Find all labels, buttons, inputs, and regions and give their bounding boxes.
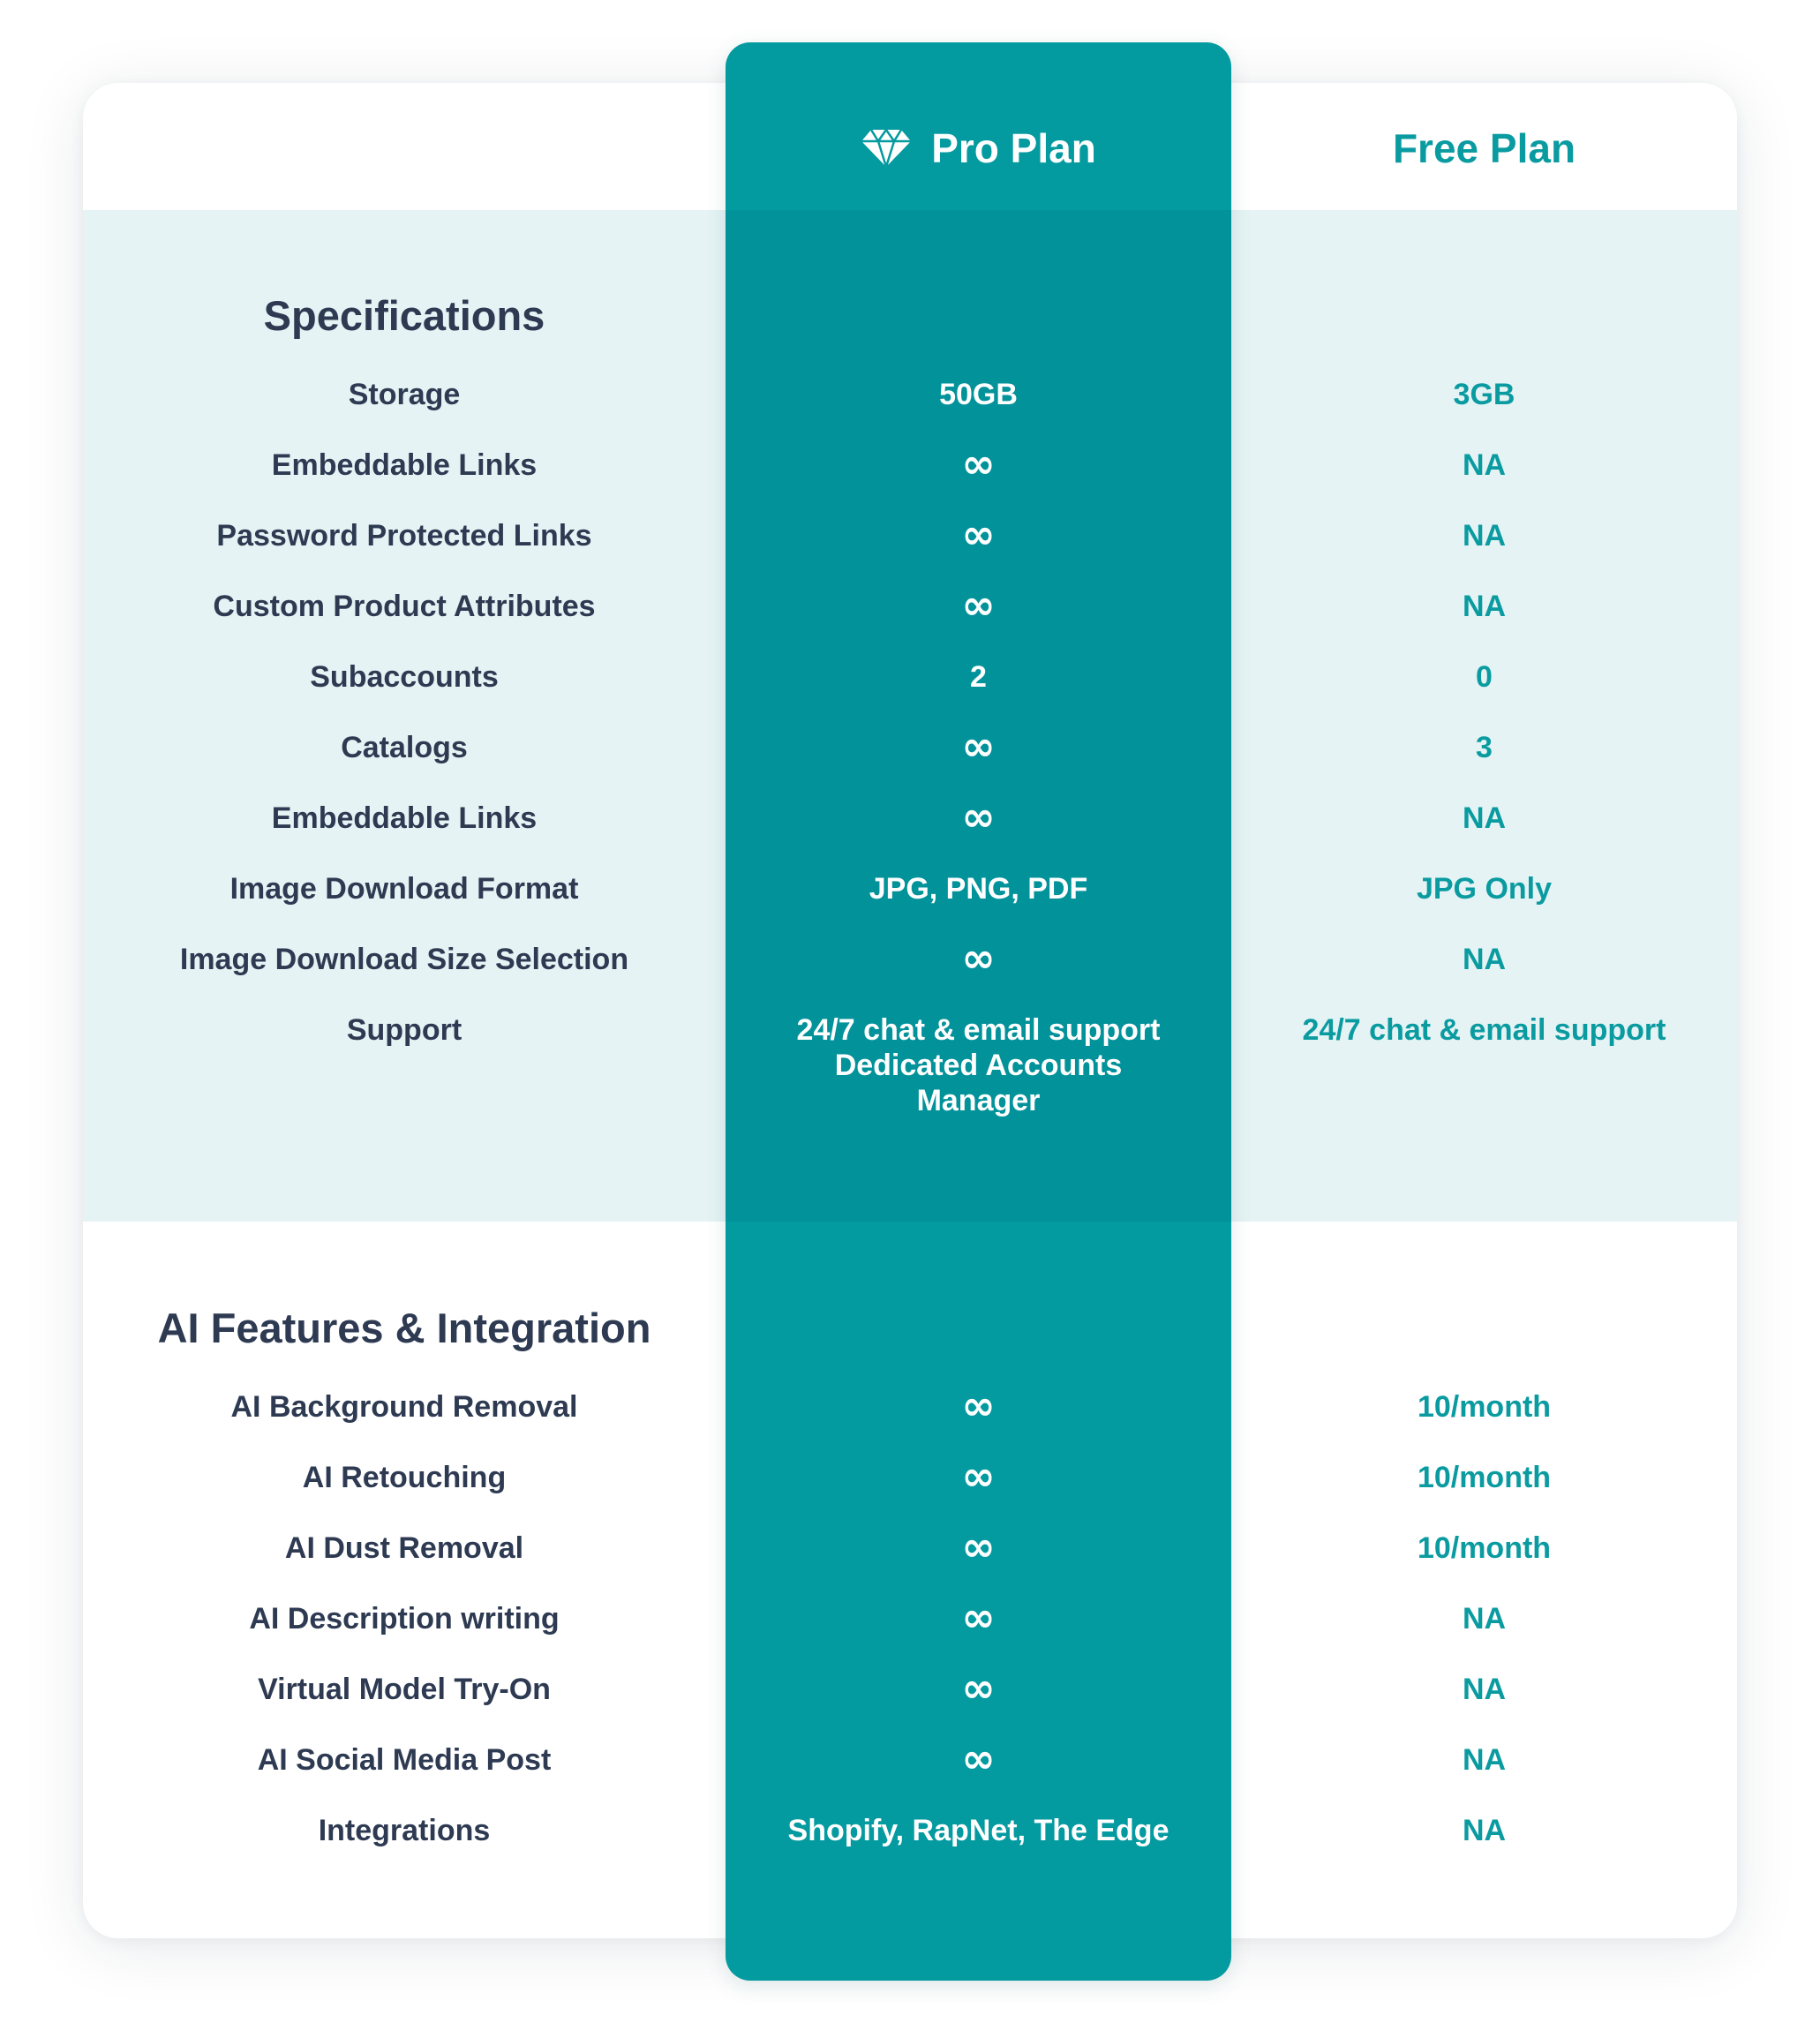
free-value: 10/month <box>1417 1461 1552 1494</box>
ai-row-description-writing <box>0 1593 1820 1672</box>
row-label: Custom Product Attributes <box>213 590 596 623</box>
infinity-icon: ∞ <box>961 722 996 770</box>
pro-value: 2 <box>970 660 987 694</box>
row-label: Virtual Model Try-On <box>258 1673 551 1706</box>
infinity-icon: ∞ <box>961 1593 996 1641</box>
free-value: NA <box>1462 1743 1507 1777</box>
pro-plan-title: Pro Plan <box>931 125 1096 171</box>
ai-row-social-media-post <box>0 1734 1820 1813</box>
infinity-icon: ∞ <box>961 793 996 840</box>
infinity-icon: ∞ <box>961 1664 996 1711</box>
free-plan-header <box>1231 106 1737 191</box>
ai-row-retouching <box>0 1452 1820 1530</box>
spec-row-embeddable-links-2 <box>0 793 1820 871</box>
free-plan-title: Free Plan <box>1392 125 1576 171</box>
ai-row-virtual-model-try-on <box>0 1664 1820 1742</box>
free-value: NA <box>1462 448 1507 482</box>
row-label: Embeddable Links <box>271 448 538 482</box>
free-value: NA <box>1462 801 1507 835</box>
free-value: NA <box>1462 1673 1507 1706</box>
spec-row-catalogs <box>0 722 1820 801</box>
spec-row-support <box>0 1012 1820 1127</box>
row-label: Image Download Size Selection <box>179 943 629 976</box>
row-label: Embeddable Links <box>271 801 538 835</box>
row-label: Integrations <box>318 1814 491 1847</box>
row-label: AI Social Media Post <box>257 1743 552 1777</box>
row-label: AI Background Removal <box>230 1390 578 1424</box>
pro-value: Shopify, RapNet, The Edge <box>787 1814 1169 1847</box>
row-label: Catalogs <box>341 731 468 764</box>
row-label: AI Dust Removal <box>284 1531 524 1565</box>
spec-row-storage <box>0 377 1820 447</box>
specifications-title: Specifications <box>263 292 545 339</box>
free-value: NA <box>1462 519 1507 553</box>
pro-value: JPG, PNG, PDF <box>869 872 1088 906</box>
ai-row-dust-removal <box>0 1523 1820 1601</box>
infinity-icon: ∞ <box>961 581 996 628</box>
ai-row-integrations <box>0 1813 1820 1884</box>
spec-row-image-download-format <box>0 871 1820 942</box>
row-label: Support <box>346 1013 463 1047</box>
infinity-icon: ∞ <box>961 440 996 487</box>
free-value: 3 <box>1476 731 1493 764</box>
infinity-icon: ∞ <box>961 934 996 981</box>
infinity-icon: ∞ <box>961 510 996 558</box>
free-value: JPG Only <box>1416 872 1553 906</box>
row-label: AI Description writing <box>249 1602 560 1636</box>
free-value: NA <box>1462 590 1507 623</box>
diamond-icon <box>861 129 912 168</box>
row-label: Storage <box>348 378 461 411</box>
spec-row-password-protected-links <box>0 510 1820 589</box>
free-value: 24/7 chat & email support <box>1302 1013 1666 1047</box>
free-value: 10/month <box>1417 1531 1552 1565</box>
infinity-icon: ∞ <box>961 1734 996 1782</box>
spec-row-custom-product-attributes <box>0 581 1820 659</box>
row-label: Subaccounts <box>310 660 499 694</box>
pro-plan-header <box>726 106 1231 191</box>
free-value: NA <box>1462 1814 1507 1847</box>
infinity-icon: ∞ <box>961 1452 996 1500</box>
ai-row-background-removal <box>0 1381 1820 1460</box>
row-label: Password Protected Links <box>216 519 592 553</box>
free-value: 0 <box>1476 660 1493 694</box>
row-label: AI Retouching <box>302 1461 507 1494</box>
spec-row-embeddable-links <box>0 440 1820 518</box>
infinity-icon: ∞ <box>961 1523 996 1570</box>
free-value: NA <box>1462 943 1507 976</box>
free-value: 10/month <box>1417 1390 1552 1424</box>
spec-row-subaccounts <box>0 659 1820 730</box>
spec-row-image-download-size-selection <box>0 934 1820 1012</box>
free-value: 3GB <box>1453 378 1515 411</box>
row-label: Image Download Format <box>229 872 579 906</box>
free-value: NA <box>1462 1602 1507 1636</box>
pro-value: 24/7 chat & email support Dedicated Accounts Manager <box>796 1013 1161 1117</box>
pro-value: 50GB <box>939 378 1018 411</box>
ai-features-title: AI Features & Integration <box>157 1305 651 1351</box>
infinity-icon: ∞ <box>961 1381 996 1429</box>
